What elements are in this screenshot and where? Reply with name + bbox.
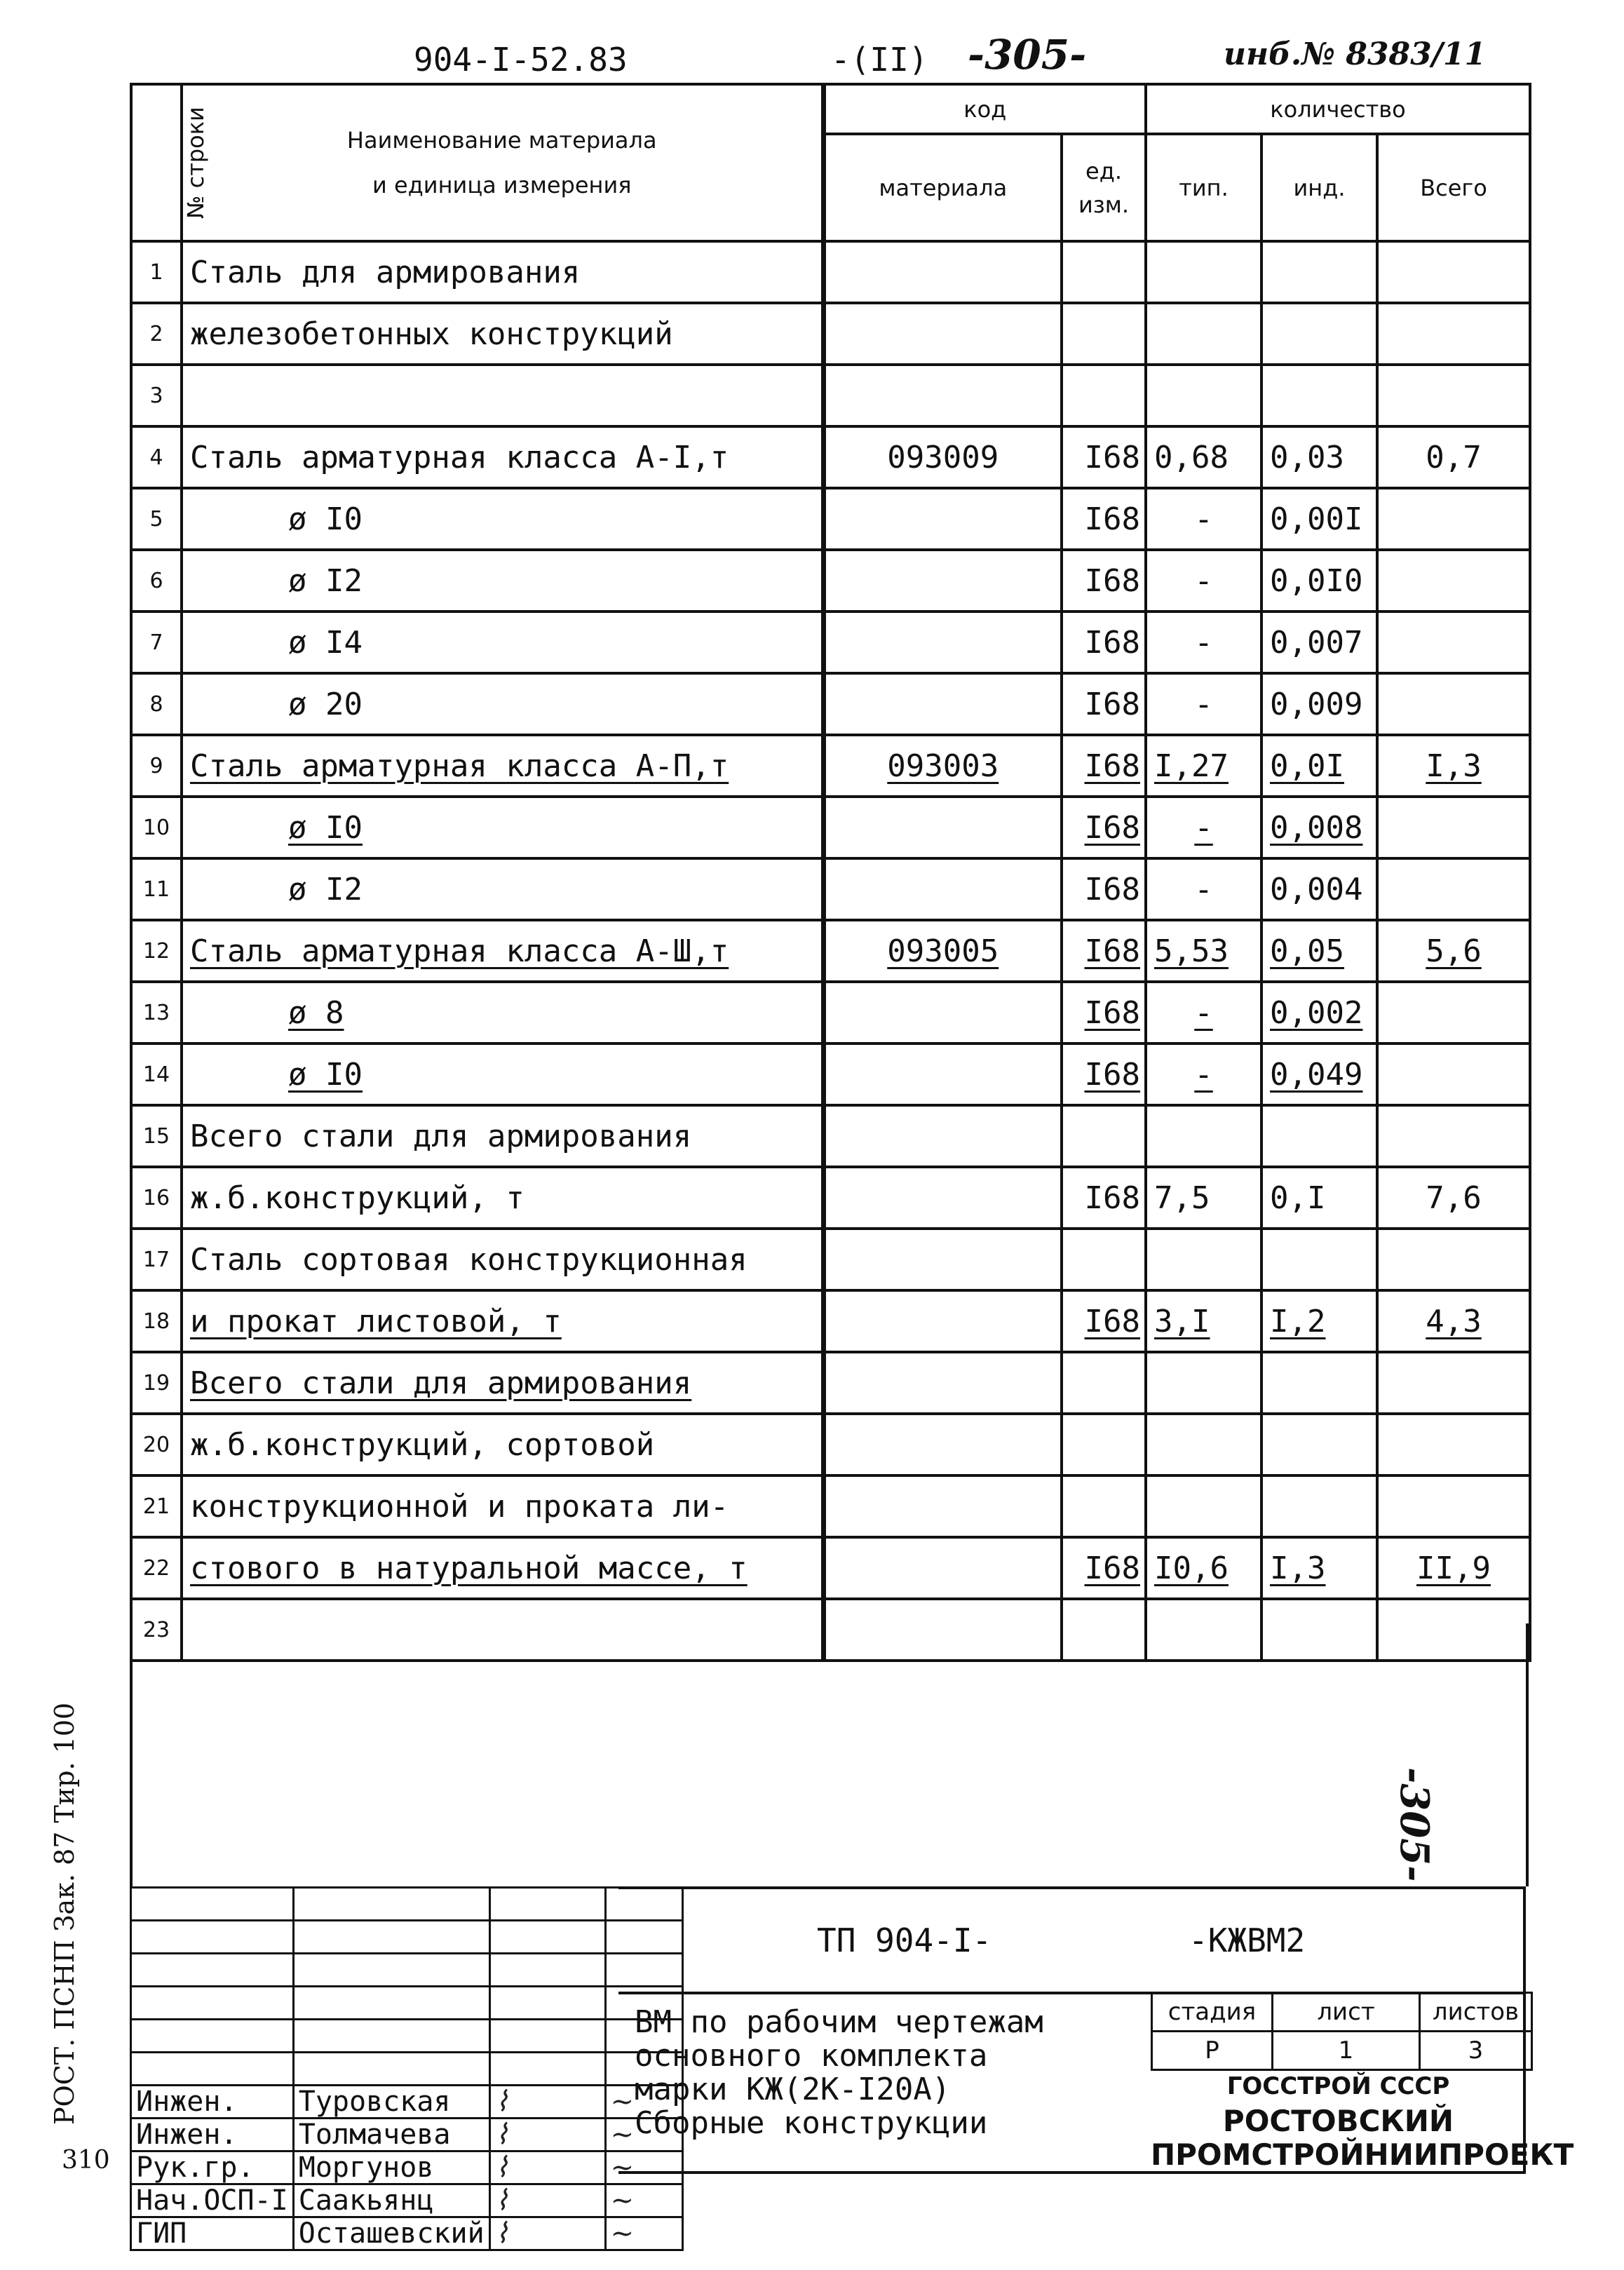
individual-qty: 0,I xyxy=(1261,1167,1377,1229)
row-number: 23 xyxy=(131,1599,182,1661)
org-ministry: ГОССТРОЙ СССР xyxy=(1226,2072,1450,2100)
table-row xyxy=(131,488,1530,550)
table-row xyxy=(131,1537,1530,1599)
typical-qty: 7,5 xyxy=(1146,1167,1261,1229)
material-name: Сталь для армирования xyxy=(182,241,823,303)
material-name: ø 8 xyxy=(182,982,823,1043)
row-number: 21 xyxy=(131,1475,182,1537)
total-qty: 5,6 xyxy=(1377,920,1530,982)
table-row xyxy=(131,1414,1530,1475)
unit-code: I68 xyxy=(1062,982,1146,1043)
materials-table xyxy=(130,83,1531,1662)
material-name: ø I2 xyxy=(182,550,823,612)
material-name: Всего стали для армирования xyxy=(182,1105,823,1167)
material-code xyxy=(823,612,1062,673)
total-qty: 7,6 xyxy=(1377,1167,1530,1229)
material-name: ø I0 xyxy=(182,797,823,858)
material-code xyxy=(823,488,1062,550)
total-qty xyxy=(1377,241,1530,303)
row-number: 5 xyxy=(131,488,182,550)
row-number: 22 xyxy=(131,1537,182,1599)
total-qty: II,9 xyxy=(1377,1537,1530,1599)
table-row xyxy=(131,1352,1530,1414)
unit-code xyxy=(1062,1414,1146,1475)
row-number: 19 xyxy=(131,1352,182,1414)
typical-qty: - xyxy=(1146,550,1261,612)
total-qty: 0,7 xyxy=(1377,426,1530,488)
material-name: и прокат листовой, т xyxy=(182,1290,823,1352)
row-number: 18 xyxy=(131,1290,182,1352)
code-group-header: код xyxy=(823,84,1146,134)
sheets-label: листов xyxy=(1420,1993,1532,2032)
total-qty xyxy=(1377,550,1530,612)
material-name-header: Наименование материала и единица измерения xyxy=(182,84,823,241)
typical-qty xyxy=(1146,1475,1261,1537)
typical-qty: - xyxy=(1146,488,1261,550)
unit-code: I68 xyxy=(1062,488,1146,550)
unit-code: I68 xyxy=(1062,1043,1146,1105)
typical-qty xyxy=(1146,1105,1261,1167)
set-mark: -КЖВМ2 xyxy=(1189,1921,1306,1959)
drawing-frame xyxy=(130,1623,1529,1886)
document-code: 904-I-52.83 xyxy=(414,41,628,79)
table-row xyxy=(131,1475,1530,1537)
individual-qty: 0,0I xyxy=(1261,735,1377,797)
table-row xyxy=(131,982,1530,1043)
material-code xyxy=(823,1537,1062,1599)
row-number: 12 xyxy=(131,920,182,982)
unit-code xyxy=(1062,1105,1146,1167)
unit-code: I68 xyxy=(1062,735,1146,797)
table-row xyxy=(131,426,1530,488)
individual-qty xyxy=(1261,241,1377,303)
typical-qty: - xyxy=(1146,612,1261,673)
typical-qty: 3,I xyxy=(1146,1290,1261,1352)
material-code: 093003 xyxy=(823,735,1062,797)
unit-code xyxy=(1062,1352,1146,1414)
material-name: Всего стали для армирования xyxy=(182,1352,823,1414)
unit-code: I68 xyxy=(1062,1167,1146,1229)
individual-qty: 0,002 xyxy=(1261,982,1377,1043)
total-qty xyxy=(1377,1414,1530,1475)
material-name: Сталь арматурная класса А-Ш,т xyxy=(182,920,823,982)
total-qty xyxy=(1377,673,1530,735)
total-qty-header: Всего xyxy=(1377,134,1530,241)
total-qty xyxy=(1377,1229,1530,1290)
material-name: ж.б.конструкций, сортовой xyxy=(182,1414,823,1475)
side-page-number: 310 xyxy=(62,2146,110,2175)
signature-row: Инжен. Туровская ⌇ ~ xyxy=(131,2086,683,2119)
signature-row: ГИП Осташевский ⌇ ~ xyxy=(131,2217,683,2250)
quantity-group-header: количество xyxy=(1146,84,1530,134)
material-code xyxy=(823,1105,1062,1167)
material-code xyxy=(823,365,1062,426)
total-qty xyxy=(1377,797,1530,858)
print-stamp: РОСТ. ПСНП Зак. 87 Тир. 100 xyxy=(49,1702,80,2125)
total-qty xyxy=(1377,1475,1530,1537)
material-name: стового в натуральной массе, т xyxy=(182,1537,823,1599)
total-qty xyxy=(1377,1105,1530,1167)
typical-qty xyxy=(1146,1229,1261,1290)
row-number: 6 xyxy=(131,550,182,612)
table-row xyxy=(131,920,1530,982)
material-code xyxy=(823,1229,1062,1290)
individual-qty: 0,00I xyxy=(1261,488,1377,550)
material-code xyxy=(823,982,1062,1043)
stage-value: Р xyxy=(1152,2032,1273,2070)
row-number: 10 xyxy=(131,797,182,858)
row-number: 7 xyxy=(131,612,182,673)
sheet-description: ВМ по рабочим чертежам основного комплекта марки КЖ(2К-I20А) Сборные конструкции xyxy=(635,2004,1043,2141)
material-code xyxy=(823,1290,1062,1352)
individual-qty: 0,049 xyxy=(1261,1043,1377,1105)
unit-code xyxy=(1062,1229,1146,1290)
unit-code xyxy=(1062,1475,1146,1537)
material-code xyxy=(823,241,1062,303)
material-code xyxy=(823,303,1062,365)
total-qty xyxy=(1377,303,1530,365)
sheet-value: 1 xyxy=(1273,2032,1420,2070)
row-number: 11 xyxy=(131,858,182,920)
material-code xyxy=(823,1043,1062,1105)
total-qty xyxy=(1377,365,1530,426)
table-row xyxy=(131,550,1530,612)
total-qty xyxy=(1377,612,1530,673)
material-name: железобетонных конструкций xyxy=(182,303,823,365)
typical-qty: 5,53 xyxy=(1146,920,1261,982)
material-code xyxy=(823,1167,1062,1229)
table-row xyxy=(131,612,1530,673)
typical-qty: - xyxy=(1146,1043,1261,1105)
row-number-header: № строки xyxy=(131,84,182,241)
table-row xyxy=(131,1167,1530,1229)
table-row xyxy=(131,365,1530,426)
table-row xyxy=(131,1105,1530,1167)
project-code: ТП 904-I- xyxy=(817,1921,992,1959)
typical-qty xyxy=(1146,303,1261,365)
individual-qty: I,2 xyxy=(1261,1290,1377,1352)
material-name: ø I2 xyxy=(182,858,823,920)
row-number: 3 xyxy=(131,365,182,426)
row-number: 15 xyxy=(131,1105,182,1167)
total-qty xyxy=(1377,1043,1530,1105)
table-row xyxy=(131,241,1530,303)
material-code: 093005 xyxy=(823,920,1062,982)
individual-qty: 0,008 xyxy=(1261,797,1377,858)
material-name: ø I0 xyxy=(182,488,823,550)
total-qty xyxy=(1377,982,1530,1043)
material-code xyxy=(823,1414,1062,1475)
material-code-header: материала xyxy=(823,134,1062,241)
row-number: 1 xyxy=(131,241,182,303)
total-qty: I,3 xyxy=(1377,735,1530,797)
individual-qty: 0,009 xyxy=(1261,673,1377,735)
individual-qty xyxy=(1261,1105,1377,1167)
margin-page-mark: -305- xyxy=(1391,1767,1437,1882)
individual-qty: 0,007 xyxy=(1261,612,1377,673)
row-number: 17 xyxy=(131,1229,182,1290)
material-name xyxy=(182,365,823,426)
unit-code: I68 xyxy=(1062,612,1146,673)
material-code xyxy=(823,673,1062,735)
unit-code: I68 xyxy=(1062,673,1146,735)
typical-qty: - xyxy=(1146,858,1261,920)
unit-code: I68 xyxy=(1062,1537,1146,1599)
stage-sheet-table xyxy=(1151,1992,1533,2071)
material-code xyxy=(823,1475,1062,1537)
table-row xyxy=(131,1290,1530,1352)
individual-qty: 0,004 xyxy=(1261,858,1377,920)
page-mark: -305- xyxy=(968,31,1087,79)
row-number: 8 xyxy=(131,673,182,735)
unit-code xyxy=(1062,241,1146,303)
unit-code xyxy=(1062,303,1146,365)
unit-code xyxy=(1062,365,1146,426)
row-number: 14 xyxy=(131,1043,182,1105)
typical-qty: I,27 xyxy=(1146,735,1261,797)
row-number: 2 xyxy=(131,303,182,365)
material-code xyxy=(823,858,1062,920)
material-name: ø I4 xyxy=(182,612,823,673)
individual-qty: 0,03 xyxy=(1261,426,1377,488)
table-row xyxy=(131,797,1530,858)
signature-row: Инжен. Толмачева ⌇ ~ xyxy=(131,2119,683,2151)
table-row xyxy=(131,735,1530,797)
material-code xyxy=(823,550,1062,612)
material-name: Сталь арматурная класса А-I,т xyxy=(182,426,823,488)
individual-qty: 0,05 xyxy=(1261,920,1377,982)
inventory-number: инб.№ 8383/11 xyxy=(1224,36,1487,72)
unit-code: I68 xyxy=(1062,920,1146,982)
individual-qty xyxy=(1261,1229,1377,1290)
individual-qty xyxy=(1261,303,1377,365)
individual-qty: I,3 xyxy=(1261,1537,1377,1599)
unit-code: I68 xyxy=(1062,858,1146,920)
unit-code: I68 xyxy=(1062,426,1146,488)
sheet-part: -(II) xyxy=(831,41,928,79)
material-code: 093009 xyxy=(823,426,1062,488)
individual-qty xyxy=(1261,1475,1377,1537)
individual-qty: 0,0I0 xyxy=(1261,550,1377,612)
total-qty xyxy=(1377,1352,1530,1414)
material-name: ж.б.конструкций, т xyxy=(182,1167,823,1229)
typical-qty xyxy=(1146,1414,1261,1475)
material-name: Сталь сортовая конструкционная xyxy=(182,1229,823,1290)
table-row xyxy=(131,673,1530,735)
row-number: 9 xyxy=(131,735,182,797)
unit-code: I68 xyxy=(1062,797,1146,858)
typical-qty-header: тип. xyxy=(1146,134,1261,241)
material-name: ø 20 xyxy=(182,673,823,735)
title-block-signatures xyxy=(130,1886,684,2251)
individual-qty xyxy=(1261,1352,1377,1414)
typical-qty: - xyxy=(1146,982,1261,1043)
typical-qty: I0,6 xyxy=(1146,1537,1261,1599)
material-name: ø I0 xyxy=(182,1043,823,1105)
material-name: конструкционной и проката ли- xyxy=(182,1475,823,1537)
stage-label: стадия xyxy=(1152,1993,1273,2032)
material-name: Сталь арматурная класса А-П,т xyxy=(182,735,823,797)
org-city: РОСТОВСКИЙ xyxy=(1222,2104,1454,2138)
org-institute: ПРОМСТРОЙНИИПРОЕКТ xyxy=(1151,2137,1574,2172)
individual-qty xyxy=(1261,1414,1377,1475)
row-number: 4 xyxy=(131,426,182,488)
total-qty: 4,3 xyxy=(1377,1290,1530,1352)
individual-qty xyxy=(1261,365,1377,426)
sheet-label: лист xyxy=(1273,1993,1420,2032)
unit-code: I68 xyxy=(1062,550,1146,612)
typical-qty: - xyxy=(1146,673,1261,735)
total-qty xyxy=(1377,488,1530,550)
unit-header: ед. изм. xyxy=(1062,134,1146,241)
table-row xyxy=(131,1229,1530,1290)
table-row xyxy=(131,1043,1530,1105)
typical-qty: 0,68 xyxy=(1146,426,1261,488)
unit-code: I68 xyxy=(1062,1290,1146,1352)
typical-qty: - xyxy=(1146,797,1261,858)
row-number: 16 xyxy=(131,1167,182,1229)
typical-qty xyxy=(1146,365,1261,426)
total-qty xyxy=(1377,858,1530,920)
typical-qty xyxy=(1146,1352,1261,1414)
signature-row: Нач.ОСП-I Саакьянц ⌇ ~ xyxy=(131,2184,683,2217)
table-row xyxy=(131,858,1530,920)
sheets-value: 3 xyxy=(1420,2032,1532,2070)
individual-qty-header: инд. xyxy=(1261,134,1377,241)
signature-row: Рук.гр. Моргунов ⌇ ~ xyxy=(131,2151,683,2184)
row-number: 13 xyxy=(131,982,182,1043)
material-code xyxy=(823,1352,1062,1414)
row-number: 20 xyxy=(131,1414,182,1475)
material-code xyxy=(823,797,1062,858)
typical-qty xyxy=(1146,241,1261,303)
table-row xyxy=(131,303,1530,365)
